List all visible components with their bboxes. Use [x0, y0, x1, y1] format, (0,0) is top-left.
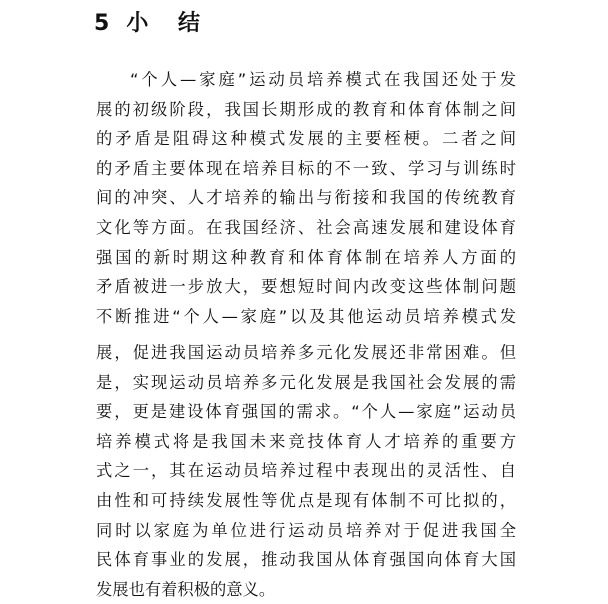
text-line: 的矛盾是阻碍这种模式发展的主要桎梗。二者之间: [96, 129, 516, 149]
text-line: “个人—家庭”运动员培养模式在我国还处于发: [130, 70, 516, 89]
text-line: 培养模式将是我国未来竞技体育人才培养的重要方: [96, 431, 516, 451]
text-line: 民体育事业的发展，推动我国从体育强国向体育大国: [96, 550, 516, 570]
text-line: 式之一，其在运动员培养过程中表现出的灵活性、自: [96, 461, 516, 481]
text-line: 矛盾被进一步放大，要想短时间内改变这些体制问题: [96, 277, 516, 297]
text-line: 展的初级阶段，我国长期形成的教育和体育体制之间: [96, 99, 516, 119]
text-line: 由性和可持续发展性等优点是现有体制不可比拟的，: [96, 490, 516, 510]
text-line: 的矛盾主要体现在培养目标的不一致、学习与训练时: [96, 158, 516, 178]
text-line: 发展也有着积极的意义。: [96, 579, 276, 599]
text-line: 展，促进我国运动员培养多元化发展还非常困难。但: [96, 343, 516, 362]
text-line: 强国的新时期这种教育和体育体制在培养人方面的: [96, 247, 516, 267]
text-line: 要，更是建设体育强国的需求。“个人—家庭”运动员: [96, 402, 516, 422]
paragraph-1: [96, 65, 516, 331]
section-number: 5: [94, 11, 121, 36]
text-line: 不断推进“个人—家庭”以及其他运动员培养模式发: [96, 306, 516, 326]
text-line: 同时以家庭为单位进行运动员培养对于促进我国全: [96, 520, 516, 540]
text-line: 是，实现运动员培养多元化发展是我国社会发展的需: [96, 372, 516, 392]
text-line: 间的冲突、人才培养的输出与衔接和我国的传统教育: [96, 188, 516, 208]
paragraph-2: [96, 338, 516, 604]
section-heading: [94, 8, 211, 40]
section-title: 小 结: [126, 11, 211, 36]
text-line: 文化等方面。在我国经济、社会高速发展和建设体育: [96, 217, 516, 237]
